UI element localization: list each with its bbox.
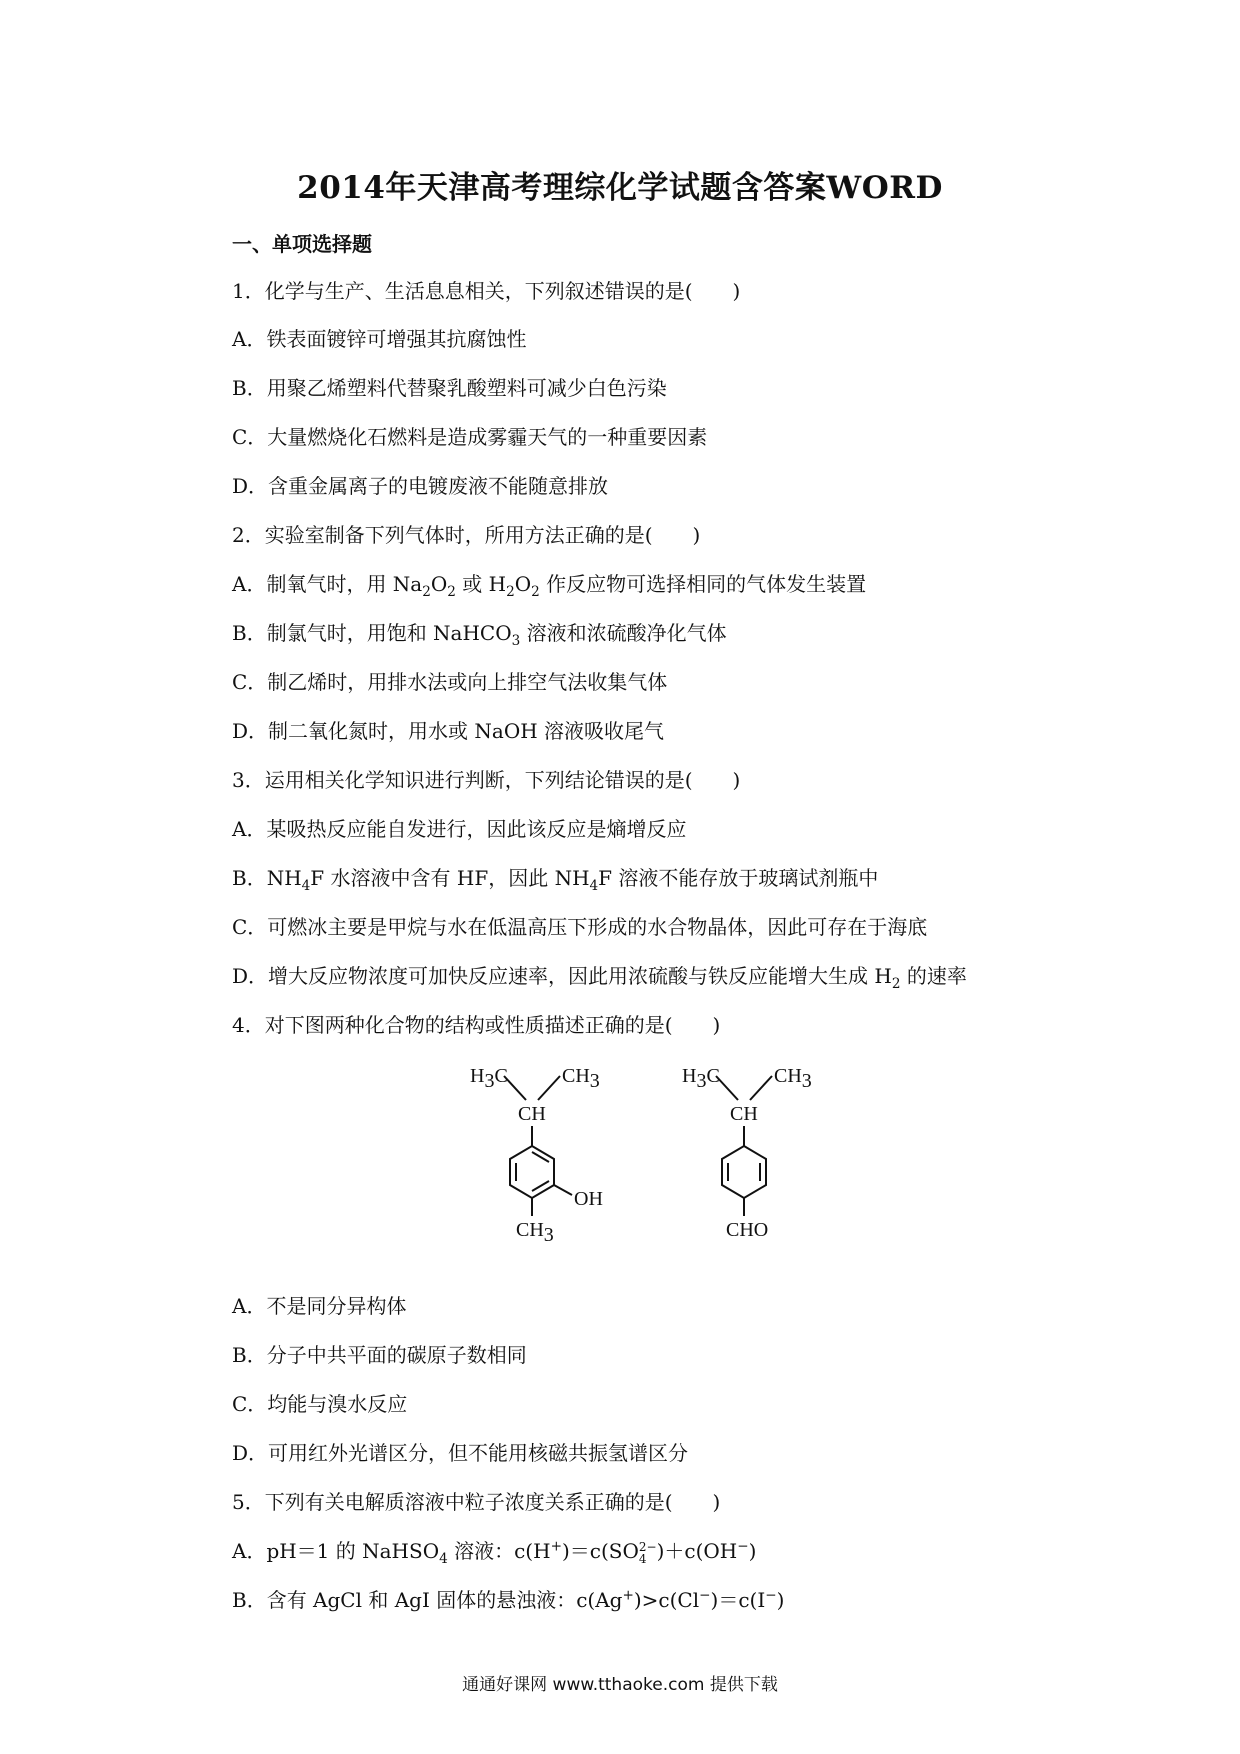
- mol1-bond-right: [538, 1076, 560, 1100]
- q2-option-a: A．制氧气时，用 $Na_2O_2$ 或 $H_2O_2$ 作反应物可选择相同的气体发生装置: [232, 572, 867, 600]
- q2-option-b: B．制氯气时，用饱和 NaHCO$_3$ 溶液和浓硫酸净化气体: [232, 621, 727, 649]
- mol2-ch-label: CH: [730, 1103, 758, 1125]
- q3-option-a: A．某吸热反应能自发进行，因此该反应是熵增反应: [232, 817, 687, 841]
- mol1-oh-label: OH: [574, 1188, 603, 1210]
- page-title: 2014年天津高考理综化学试题含答案WORD: [297, 170, 943, 206]
- mol2-h3c-label: H3C: [682, 1065, 720, 1092]
- page-footer: 通通好课网 www.tthaoke.com 提供下载: [462, 1675, 778, 1695]
- mol1-bond-oh: [554, 1185, 572, 1195]
- mol2-bond-left: [716, 1076, 738, 1100]
- q3-stem: 3．运用相关化学知识进行判断，下列结论错误的是( ): [232, 768, 741, 792]
- mol1-ch3-label: CH3: [562, 1065, 600, 1092]
- structure-diagram: [460, 1060, 860, 1270]
- q3-option-d: D．增大反应物浓度可加快反应速率，因此用浓硫酸与铁反应能增大生成 $H_2$ 的速率: [232, 964, 967, 992]
- mol1-ch3-bottom-label: CH3: [516, 1219, 554, 1246]
- mol2-ch3-label: CH3: [774, 1065, 812, 1092]
- molecule-2: [682, 1065, 812, 1241]
- q3-option-b: B．$NH_4F$ 水溶液中含有 HF，因此 $NH_4F$ 溶液不能存放于玻璃试剂瓶中: [232, 866, 879, 894]
- q1-option-c: C．大量燃烧化石燃料是造成雾霾天气的一种重要因素: [232, 425, 708, 449]
- q4-option-c: C．均能与溴水反应: [232, 1392, 408, 1416]
- q1-option-d: D．含重金属离子的电镀废液不能随意排放: [232, 474, 609, 498]
- q1-option-a: A．铁表面镀锌可增强其抗腐蚀性: [232, 327, 527, 351]
- q5-stem: 5．下列有关电解质溶液中粒子浓度关系正确的是( ): [232, 1490, 721, 1514]
- q4-stem: 4．对下图两种化合物的结构或性质描述正确的是( ): [232, 1013, 721, 1037]
- q2-option-c: C．制乙烯时，用排水法或向上排空气法收集气体: [232, 670, 668, 694]
- q1-option-b: B．用聚乙烯塑料代替聚乳酸塑料可减少白色污染: [232, 376, 667, 400]
- q4-option-b: B．分子中共平面的碳原子数相同: [232, 1343, 527, 1367]
- q5-option-a: A．pH＝1 的 NaHSO$_4$ 溶液：c(H+)＝c(SO 2− 4 )＋c(OH−): [232, 1538, 757, 1567]
- section-heading: 一、单项选择题: [232, 232, 372, 256]
- q2-stem: 2．实验室制备下列气体时，所用方法正确的是( ): [232, 523, 701, 547]
- mol1-bond-left: [504, 1076, 526, 1100]
- mol1-ch-label: CH: [518, 1103, 546, 1125]
- q5-option-b: B．含有 AgCl 和 AgI 固体的悬浊液：c(Ag+)>c(Cl−)＝c(I−): [232, 1587, 785, 1612]
- q3-option-c: C．可燃冰主要是甲烷与水在低温高压下形成的水合物晶体，因此可存在于海底: [232, 915, 928, 939]
- mol1-h3c-label: H3C: [470, 1065, 508, 1092]
- molecule-1: [470, 1065, 603, 1246]
- q4-option-d: D．可用红外光谱区分，但不能用核磁共振氢谱区分: [232, 1441, 689, 1465]
- mol2-cho-label: CHO: [726, 1219, 769, 1241]
- q2-option-d: D．制二氧化氮时，用水或 NaOH 溶液吸收尾气: [232, 719, 665, 743]
- mol2-bond-right: [750, 1076, 772, 1100]
- q1-stem: 1．化学与生产、生活息息相关，下列叙述错误的是( ): [232, 279, 741, 303]
- q4-option-a: A．不是同分异构体: [232, 1294, 407, 1318]
